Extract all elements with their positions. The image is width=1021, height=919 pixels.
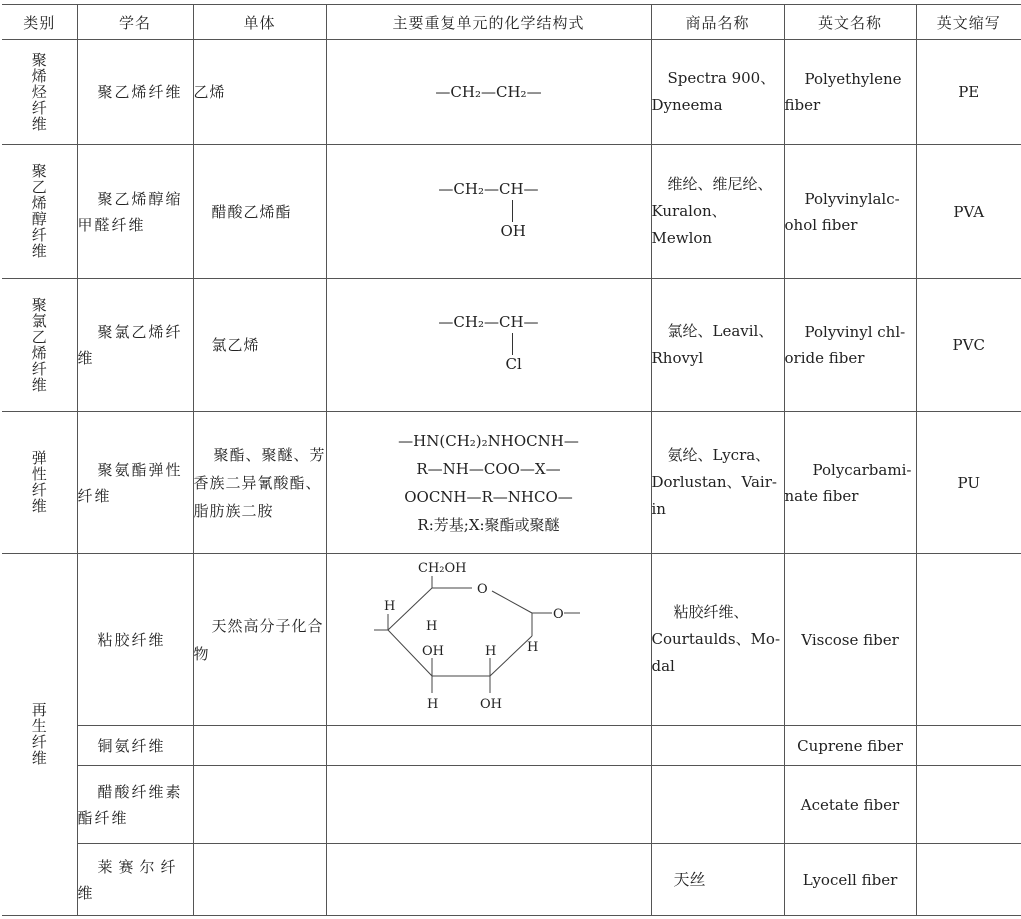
english-name-cell: Polyvinyl chl-oride fiber — [784, 279, 916, 412]
structural-formula: —CH₂—CH— — [438, 179, 539, 198]
abbreviation-cell — [916, 844, 1021, 916]
structural-formula: —CH₂—CH₂— — [435, 83, 542, 101]
monomer-cell — [193, 726, 326, 766]
formula-cell — [326, 554, 651, 726]
header-trade-name: 商品名称 — [651, 5, 784, 40]
academic-name-cell: 聚氯乙烯纤维 — [77, 279, 193, 412]
trade-name-cell — [651, 766, 784, 844]
academic-name-cell: 粘胶纤维 — [77, 554, 193, 726]
header-row — [2, 5, 1021, 40]
category-cell: 聚氯乙烯纤维 — [2, 279, 77, 412]
formula-line: —HN(CH₂)₂NHOCNH— — [398, 431, 579, 450]
abbreviation-cell — [916, 554, 1021, 726]
substituent-label: Cl — [505, 355, 522, 373]
substituent-label: OH — [500, 221, 526, 240]
english-name-cell: Lyocell fiber — [784, 844, 916, 916]
formula-line: R—NH—COO—X— — [416, 459, 561, 478]
ring-label-h: H — [383, 598, 395, 614]
academic-name-cell: 聚乙烯醇缩甲醛纤维 — [77, 145, 193, 279]
monomer-cell — [193, 844, 326, 916]
header-abbreviation: 英文缩写 — [916, 5, 1021, 40]
monomer-cell: 天然高分子化合物 — [193, 554, 326, 726]
english-name-cell: Polycarbami-nate fiber — [784, 412, 916, 554]
monomer-cell: 醋酸乙烯酯 — [193, 145, 326, 279]
category-cell: 弹性纤维 — [2, 412, 77, 554]
monomer-cell: 乙烯 — [193, 40, 326, 145]
cellulose-ring-structure — [374, 558, 604, 718]
table-row — [2, 726, 1021, 766]
category-cell: 聚烯烃纤维 — [2, 40, 77, 145]
english-name-cell: Cuprene fiber — [784, 726, 916, 766]
bond-line — [512, 333, 513, 355]
trade-name-cell — [651, 726, 784, 766]
bond-line — [512, 200, 513, 222]
ring-label-h: H — [425, 618, 437, 634]
table-row — [2, 766, 1021, 844]
abbreviation-cell: PU — [916, 412, 1021, 554]
english-name-cell: Viscose fiber — [784, 554, 916, 726]
abbreviation-cell — [916, 766, 1021, 844]
academic-name-cell: 聚氨酯弹性纤维 — [77, 412, 193, 554]
academic-name-cell: 聚乙烯纤维 — [77, 40, 193, 145]
ring-label-h: H — [526, 639, 538, 655]
ring-label-oh: OH — [479, 696, 502, 712]
english-name-cell: Polyethylene fiber — [784, 40, 916, 145]
header-english-name: 英文名称 — [784, 5, 916, 40]
trade-name-cell: 氨纶、Lycra、Dorlustan、Vair-in — [651, 412, 784, 554]
ring-label-o: O — [476, 581, 488, 597]
formula-cell — [326, 844, 651, 916]
formula-cell — [326, 145, 651, 279]
table-row — [2, 554, 1021, 726]
trade-name-cell: 氯纶、Leavil、Rhovyl — [651, 279, 784, 412]
table-row — [2, 844, 1021, 916]
formula-cell — [326, 412, 651, 554]
table-row — [2, 40, 1021, 145]
formula-cell — [326, 766, 651, 844]
academic-name-cell: 醋酸纤维素酯纤维 — [77, 766, 193, 844]
formula-note: R:芳基;X:聚酯或聚醚 — [417, 515, 560, 534]
header-structure: 主要重复单元的化学结构式 — [326, 5, 651, 40]
structural-formula: —CH₂—CH— — [438, 313, 539, 331]
formula-line: OOCNH—R—NHCO— — [404, 487, 573, 506]
category-cell: 再生纤维 — [2, 554, 77, 916]
abbreviation-cell: PVC — [916, 279, 1021, 412]
monomer-cell: 聚酯、聚醚、芳香族二异氰酸酯、脂肪族二胺 — [193, 412, 326, 554]
monomer-cell — [193, 766, 326, 844]
fiber-classification-table — [2, 4, 1021, 916]
ring-label-h: H — [484, 643, 496, 659]
abbreviation-cell — [916, 726, 1021, 766]
table-row — [2, 145, 1021, 279]
formula-cell — [326, 726, 651, 766]
header-monomer: 单体 — [193, 5, 326, 40]
formula-cell — [326, 40, 651, 145]
academic-name-cell: 莱赛尔纤维 — [77, 844, 193, 916]
trade-name-cell: 粘胶纤维、Courtaulds、Mo-dal — [651, 554, 784, 726]
header-category: 类别 — [2, 5, 77, 40]
monomer-cell: 氯乙烯 — [193, 279, 326, 412]
ring-label-ch2oh: CH₂OH — [417, 560, 466, 576]
ring-label-h: H — [426, 696, 438, 712]
trade-name-cell: Spectra 900、Dyneema — [651, 40, 784, 145]
abbreviation-cell: PE — [916, 40, 1021, 145]
table-row — [2, 279, 1021, 412]
trade-name-cell: 天丝 — [651, 844, 784, 916]
ring-label-o-link: O — [552, 606, 564, 622]
header-academic-name: 学名 — [77, 5, 193, 40]
ring-label-oh: OH — [421, 643, 444, 659]
table-row — [2, 412, 1021, 554]
trade-name-cell: 维纶、维尼纶、Kuralon、Mewlon — [651, 145, 784, 279]
category-cell: 聚乙烯醇纤维 — [2, 145, 77, 279]
formula-cell — [326, 279, 651, 412]
english-name-cell: Polyvinylalc-ohol fiber — [784, 145, 916, 279]
english-name-cell: Acetate fiber — [784, 766, 916, 844]
abbreviation-cell: PVA — [916, 145, 1021, 279]
academic-name-cell: 铜氨纤维 — [77, 726, 193, 766]
